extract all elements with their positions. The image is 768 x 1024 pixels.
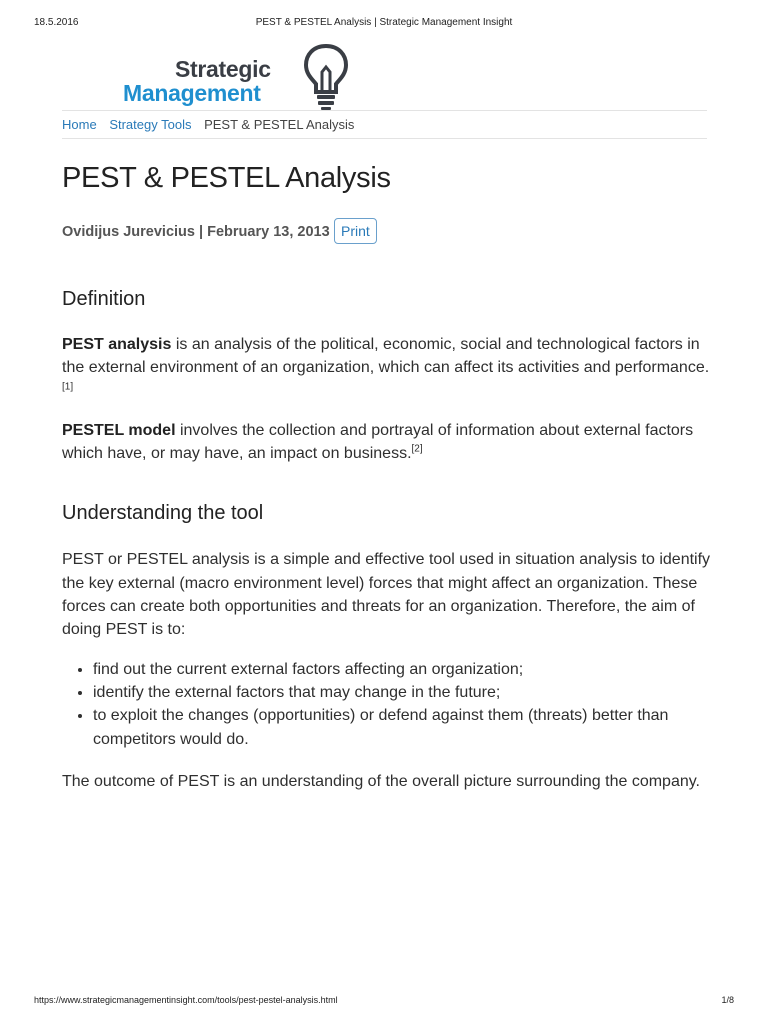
breadcrumb-home-link[interactable]: Home — [62, 117, 97, 132]
print-page-title: PEST & PESTEL Analysis | Strategic Management Insight — [255, 17, 513, 28]
reference-2-link[interactable]: [2] — [411, 443, 423, 455]
understanding-intro: PEST or PESTEL analysis is a simple and effective tool used in situation analysis to identify the key external (macro environment level) forces that might affect an organization. These forces can create both opportunities and threats for an organization. Therefore, the aim of doing PEST is to: — [62, 551, 711, 639]
reference-1-link[interactable]: [1] — [62, 381, 74, 393]
meta-separator: | — [199, 224, 204, 240]
page-title: PEST & PESTEL Analysis — [62, 162, 391, 194]
list-item: • to exploit the changes (opportunities) or defend against them (threats) better than competitors would do. — [93, 704, 712, 751]
breadcrumb — [62, 117, 354, 132]
print-button[interactable]: Print — [334, 218, 377, 244]
print-date: 18.5.2016 — [34, 17, 79, 28]
page-number: 1/8 — [721, 995, 734, 1005]
list-item: • find out the current external factors affecting an organization; — [93, 658, 712, 681]
understanding-heading: Understanding the tool — [62, 502, 264, 525]
article-body — [62, 286, 712, 809]
breadcrumb-strategy-tools-link[interactable]: Strategy Tools — [109, 117, 192, 132]
page-url: https://www.strategicmanagementinsight.com/tools/pest-pestel-analysis.html — [34, 995, 338, 1005]
pestel-definition-paragraph: PESTEL model involves the collection and portrayal of information about external factors which have, or may have, an impact on business.[2] — [62, 421, 694, 463]
pest-definition-paragraph: PEST analysis is an analysis of the political, economic, social and technological factors in the external environment of an organization, which can affect its activities and performance.[1] — [62, 336, 710, 393]
breadcrumb-current: PEST & PESTEL Analysis — [204, 117, 355, 132]
logo-text-strategic: Strategic — [175, 56, 271, 82]
outcome-paragraph: The outcome of PEST is an understanding of the overall picture surrounding the company. — [62, 772, 700, 790]
pest-term: PEST analysis — [62, 336, 172, 353]
publish-date: February 13, 2013 — [207, 224, 330, 240]
aims-list — [62, 658, 712, 751]
logo-text-management: Management — [123, 80, 261, 106]
list-item: • identify the external factors that may change in the future; — [93, 681, 712, 704]
lightbulb-icon — [301, 42, 351, 112]
breadcrumb-top-divider — [62, 110, 707, 111]
author-name: Ovidijus Jurevicius — [62, 224, 195, 240]
print-header — [0, 17, 768, 31]
definition-heading: Definition — [62, 288, 146, 310]
site-logo[interactable] — [123, 42, 353, 112]
pestel-term: PESTEL model — [62, 421, 176, 439]
breadcrumb-bottom-divider — [62, 138, 707, 139]
article-meta — [62, 224, 330, 240]
